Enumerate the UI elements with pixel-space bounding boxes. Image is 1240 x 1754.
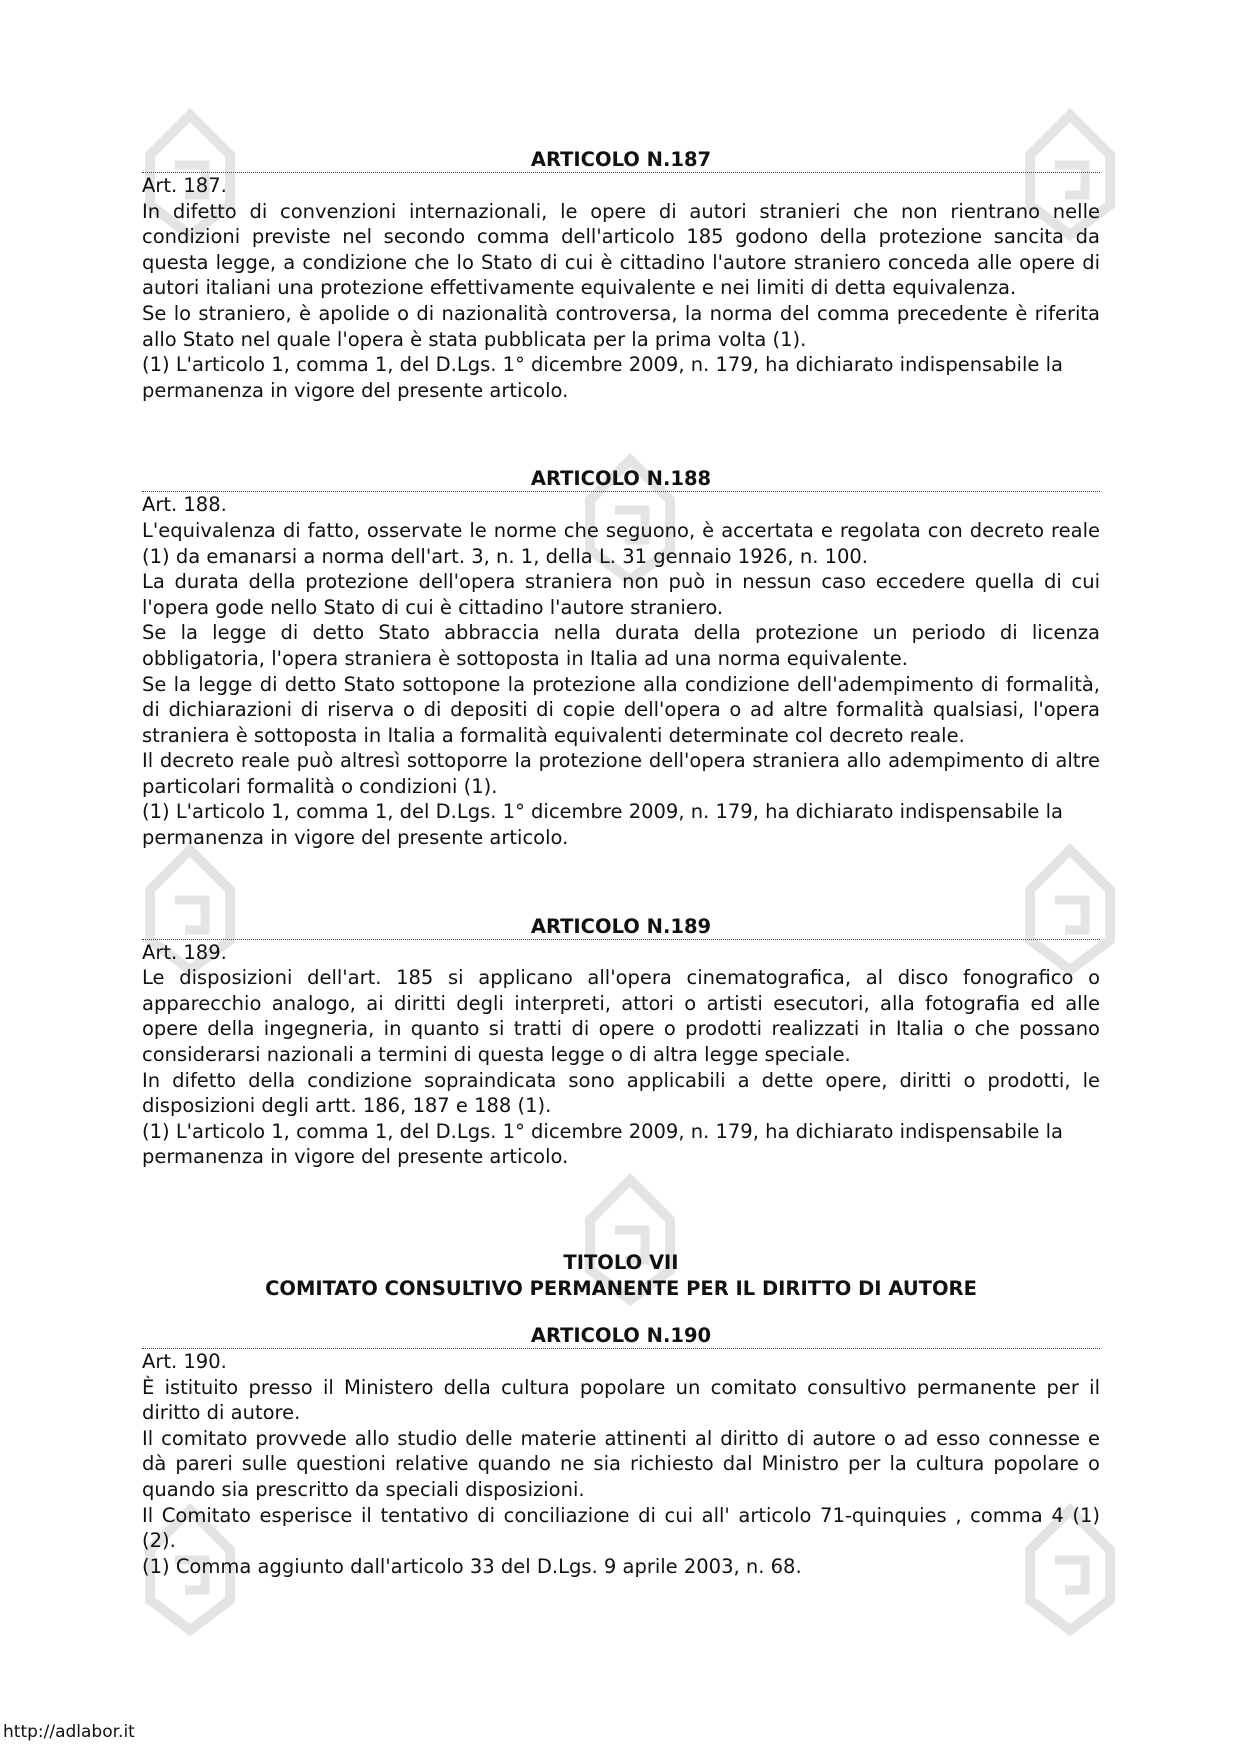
paragraph: Se la legge di detto Stato sottopone la protezione alla condizione dell'adempimento di formalità, di dichiarazioni di riserva o di depositi di copie dell'opera o ad altre formalità qualsiasi, l'opera straniera è sottoposta in Italia a formalità equivalenti determinate col decreto reale. bbox=[142, 672, 1100, 747]
titolo-number: TITOLO VII bbox=[563, 1251, 679, 1274]
article-label: Art. 187. bbox=[142, 174, 227, 197]
paragraph: Il decreto reale può altresì sottoporre la protezione dell'opera straniera allo adempimento di altre particolari formalità o condizioni (1). bbox=[142, 749, 1100, 798]
article-label: Art. 189. bbox=[142, 940, 227, 964]
titolo-name: COMITATO CONSULTIVO PERMANENTE PER IL DIRITTO DI AUTORE bbox=[265, 1277, 977, 1300]
paragraph: In difetto di convenzioni internazionali, le opere di autori stranieri che non rientrano nelle condizioni previste nel secondo comma dell'articolo 185 godono della protezione sancita da questa legge, a condizione che lo Stato di cui è cittadino l'autore straniero conceda alle opere di autori italiani una protezione effettivamente equivalente e nei limiti di detta equivalenza. bbox=[142, 199, 1100, 300]
article-187 bbox=[142, 148, 1100, 403]
article-title: ARTICOLO N.189 bbox=[142, 915, 1100, 940]
article-190 bbox=[142, 1324, 1100, 1579]
paragraph: Se lo straniero, è apolide o di nazionalità controversa, la norma del comma precedente è riferita allo Stato nel quale l'opera è stata pubblicata per la prima volta (1). bbox=[142, 301, 1100, 351]
document-body bbox=[142, 148, 1100, 1579]
article-188 bbox=[142, 467, 1100, 850]
footnote: (1) L'articolo 1, comma 1, del D.Lgs. 1° dicembre 2009, n. 179, ha dichiarato indispensabile la permanenza in vigore del presente articolo. bbox=[142, 353, 1063, 402]
article-title: ARTICOLO N.190 bbox=[142, 1324, 1100, 1349]
paragraph: Se la legge di detto Stato abbraccia nella durata della protezione un periodo di licenza obbligatoria, l'opera straniera è sottoposta in Italia ad una norma equivalente. bbox=[142, 621, 1100, 670]
paragraph: In difetto della condizione sopraindicata sono applicabili a dette opere, diritti o prodotti, le disposizioni degli artt. 186, 187 e 188 (1). bbox=[142, 1068, 1100, 1118]
paragraph: Il comitato provvede allo studio delle materie attinenti al diritto di autore o ad esso connesse e dà pareri sulle questioni relative quando ne sia richiesto dal Ministro per la cultura popolare o quando sia prescritto da speciali disposizioni. bbox=[142, 1426, 1100, 1501]
footnote: (1) L'articolo 1, comma 1, del D.Lgs. 1° dicembre 2009, n. 179, ha dichiarato indispensabile la permanenza in vigore del presente articolo. bbox=[142, 800, 1063, 850]
article-label: Art. 190. bbox=[142, 1350, 227, 1373]
article-label: Art. 188. bbox=[142, 493, 227, 517]
footer-url-link[interactable]: http://adlabor.it bbox=[3, 1722, 135, 1742]
paragraph: La durata della protezione dell'opera straniera non può in nessun caso eccedere quella di cui l'opera gode nello Stato di cui è cittadino l'autore straniero. bbox=[142, 570, 1100, 619]
footnote: (1) L'articolo 1, comma 1, del D.Lgs. 1° dicembre 2009, n. 179, ha dichiarato indispensabile la permanenza in vigore del presente articolo. bbox=[142, 1119, 1063, 1169]
article-189 bbox=[142, 915, 1100, 1170]
paragraph: È istituito presso il Ministero della cultura popolare un comitato consultivo permanente per il diritto di autore. bbox=[142, 1375, 1100, 1425]
article-title: ARTICOLO N.188 bbox=[142, 467, 1100, 492]
paragraph: Il Comitato esperisce il tentativo di conciliazione di cui all' articolo 71-quinquies , comma 4 (1) (2). bbox=[142, 1503, 1100, 1553]
paragraph: L'equivalenza di fatto, osservate le norme che seguono, è accertata e regolata con decreto reale (1) da emanarsi a norma dell'art. 3, n. 1, della L. 31 gennaio 1926, n. 100. bbox=[142, 518, 1100, 568]
article-title: ARTICOLO N.187 bbox=[142, 148, 1100, 173]
paragraph: Le disposizioni dell'art. 185 si applicano all'opera cinematografica, al disco fonografico o apparecchio analogo, ai diritti degli interpreti, attori o artisti esecutori, alla fotografia ed alle opere della ingegneria, in quanto si tratti di opere o prodotti realizzati in Italia o che possano considerarsi nazionali a termini di questa legge o di altra legge speciale. bbox=[142, 966, 1100, 1067]
footnote: (1) Comma aggiunto dall'articolo 33 del D.Lgs. 9 aprile 2003, n. 68. bbox=[142, 1554, 802, 1578]
titolo-heading bbox=[142, 1250, 1100, 1302]
